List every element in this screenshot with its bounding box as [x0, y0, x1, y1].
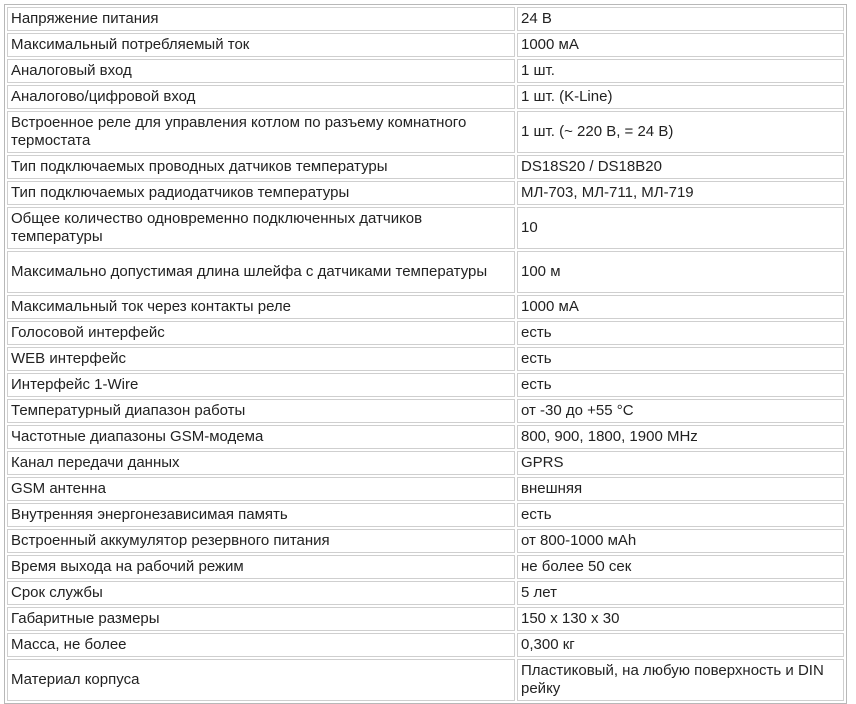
- table-row: [7, 607, 844, 631]
- specs-table: [4, 4, 847, 704]
- spec-value: DS18S20 / DS18B20: [517, 155, 844, 179]
- spec-value: от -30 до +55 °С: [517, 399, 844, 423]
- spec-label: Срок службы: [7, 581, 515, 605]
- spec-value: есть: [517, 347, 844, 371]
- spec-value: Пластиковый, на любую поверхность и DIN рейку: [517, 659, 844, 701]
- spec-label: Габаритные размеры: [7, 607, 515, 631]
- spec-value: от 800-1000 мАh: [517, 529, 844, 553]
- spec-value: 800, 900, 1800, 1900 MHz: [517, 425, 844, 449]
- table-row: [7, 295, 844, 319]
- spec-label: Частотные диапазоны GSM-модема: [7, 425, 515, 449]
- table-row: [7, 111, 844, 153]
- table-row: [7, 373, 844, 397]
- spec-label: Напряжение питания: [7, 7, 515, 31]
- spec-value: не более 50 сек: [517, 555, 844, 579]
- table-row: [7, 155, 844, 179]
- spec-label: Максимально допустимая длина шлейфа с датчиками температуры: [7, 251, 515, 293]
- spec-label: Максимальный потребляемый ток: [7, 33, 515, 57]
- spec-value: 0,300 кг: [517, 633, 844, 657]
- spec-label: Масса, не более: [7, 633, 515, 657]
- table-row: [7, 7, 844, 31]
- table-row: [7, 451, 844, 475]
- spec-label: Аналоговый вход: [7, 59, 515, 83]
- table-row: [7, 659, 844, 701]
- spec-value: 24 В: [517, 7, 844, 31]
- spec-label: Общее количество одновременно подключенных датчиков температуры: [7, 207, 515, 249]
- spec-label: GSM антенна: [7, 477, 515, 501]
- spec-value: 1 шт. (~ 220 В, = 24 В): [517, 111, 844, 153]
- spec-value: есть: [517, 503, 844, 527]
- spec-label: Встроенное реле для управления котлом по разъему комнатного термостата: [7, 111, 515, 153]
- spec-value: 1 шт.: [517, 59, 844, 83]
- table-row: [7, 633, 844, 657]
- spec-value: GPRS: [517, 451, 844, 475]
- spec-label: WEB интерфейс: [7, 347, 515, 371]
- table-row: [7, 425, 844, 449]
- spec-label: Максимальный ток через контакты реле: [7, 295, 515, 319]
- spec-label: Материал корпуса: [7, 659, 515, 701]
- spec-value: МЛ-703, МЛ-711, МЛ-719: [517, 181, 844, 205]
- spec-value: внешняя: [517, 477, 844, 501]
- table-row: [7, 59, 844, 83]
- table-row: [7, 207, 844, 249]
- spec-label: Внутренняя энергонезависимая память: [7, 503, 515, 527]
- table-row: [7, 33, 844, 57]
- table-row: [7, 503, 844, 527]
- spec-label: Встроенный аккумулятор резервного питания: [7, 529, 515, 553]
- table-row: [7, 85, 844, 109]
- spec-label: Тип подключаемых проводных датчиков температуры: [7, 155, 515, 179]
- spec-value: есть: [517, 373, 844, 397]
- table-row: [7, 529, 844, 553]
- spec-label: Интерфейс 1-Wire: [7, 373, 515, 397]
- spec-value: есть: [517, 321, 844, 345]
- table-row: [7, 399, 844, 423]
- table-row: [7, 321, 844, 345]
- spec-value: 5 лет: [517, 581, 844, 605]
- spec-label: Голосовой интерфейс: [7, 321, 515, 345]
- spec-label: Тип подключаемых радиодатчиков температуры: [7, 181, 515, 205]
- table-row: [7, 181, 844, 205]
- spec-value: 100 м: [517, 251, 844, 293]
- spec-value: 1000 мА: [517, 295, 844, 319]
- table-row: [7, 347, 844, 371]
- table-row: [7, 581, 844, 605]
- spec-label: Время выхода на рабочий режим: [7, 555, 515, 579]
- table-row: [7, 477, 844, 501]
- spec-label: Температурный диапазон работы: [7, 399, 515, 423]
- spec-value: 150 х 130 х 30: [517, 607, 844, 631]
- spec-value: 10: [517, 207, 844, 249]
- table-row: [7, 251, 844, 293]
- spec-value: 1 шт. (K-Line): [517, 85, 844, 109]
- table-row: [7, 555, 844, 579]
- spec-label: Канал передачи данных: [7, 451, 515, 475]
- spec-value: 1000 мА: [517, 33, 844, 57]
- spec-label: Аналогово/цифровой вход: [7, 85, 515, 109]
